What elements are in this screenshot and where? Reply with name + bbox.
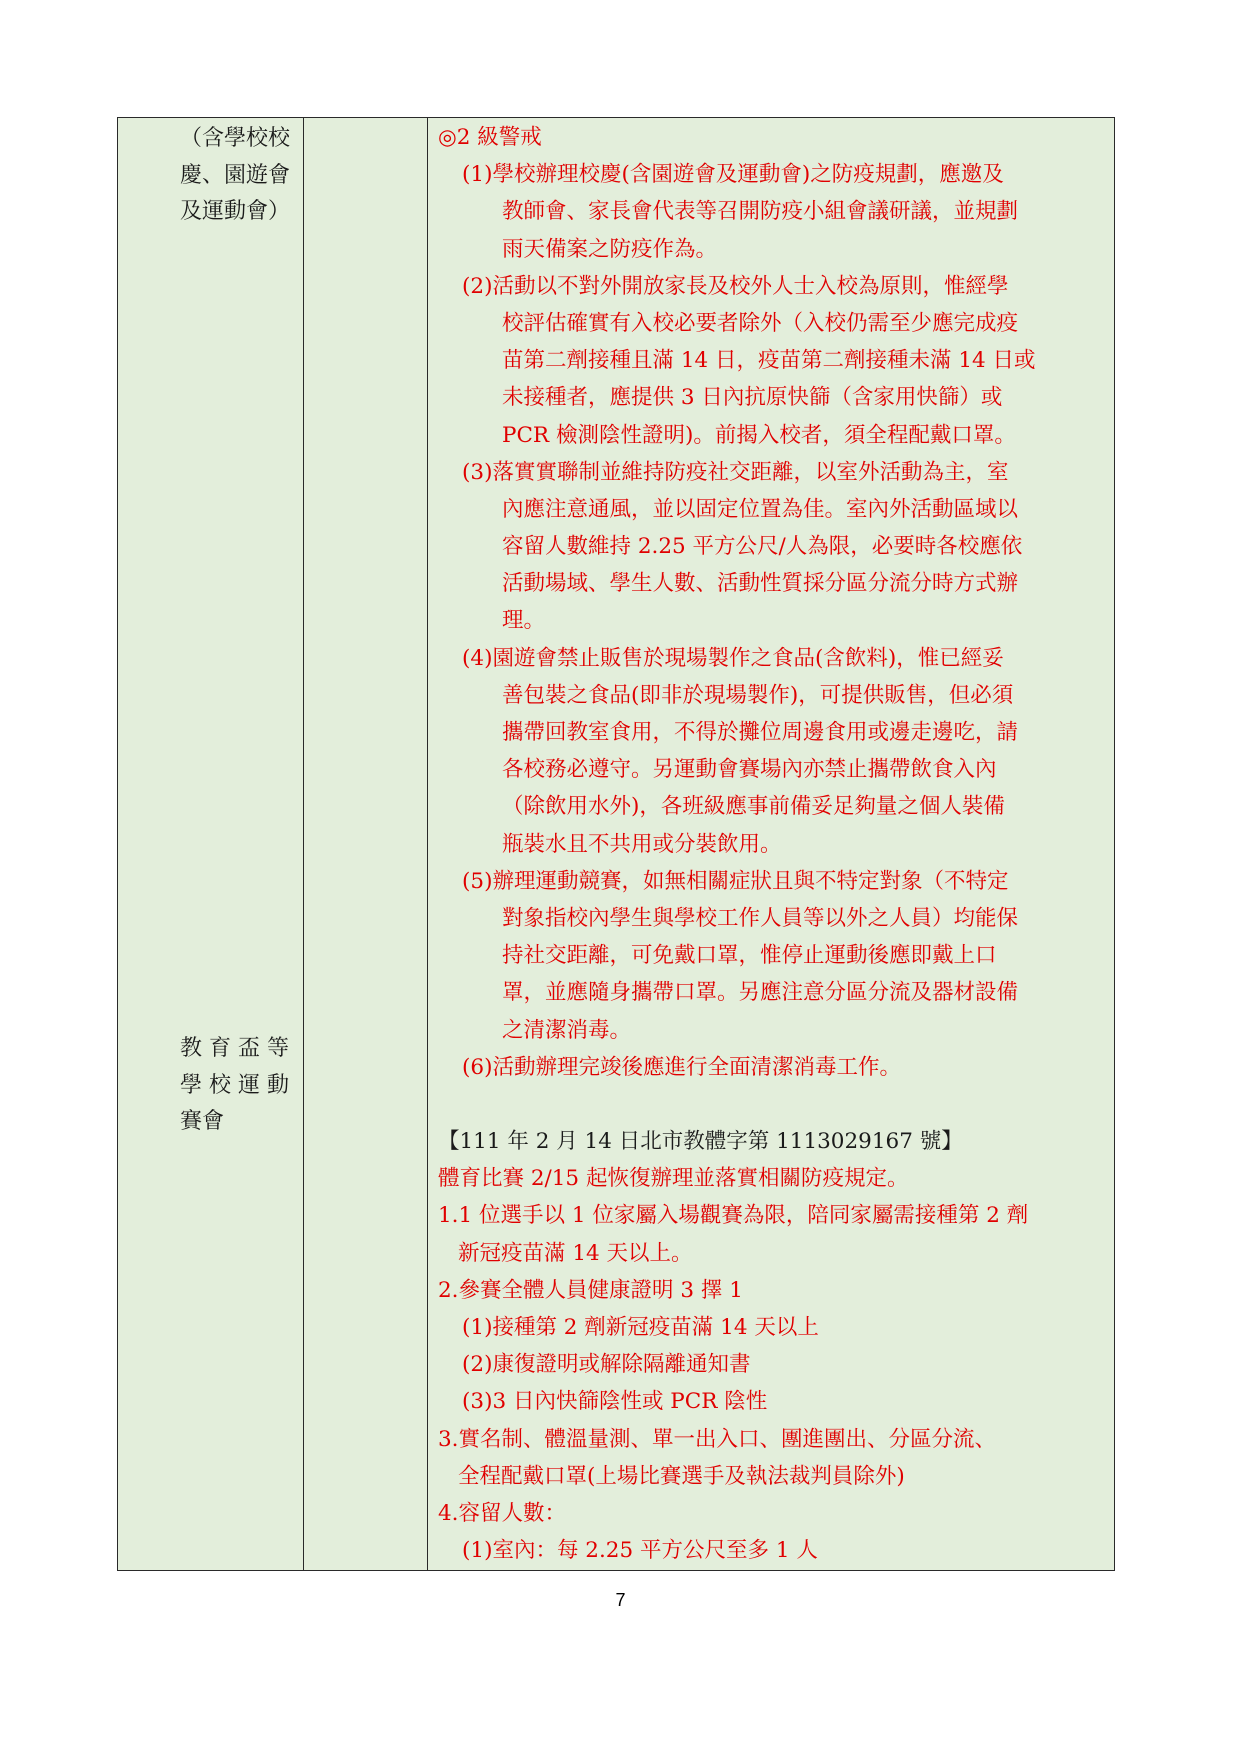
category-label-school-sports bbox=[180, 1031, 290, 1141]
rule-2-line: (2)活動以不對外開放家長及校外人士入校為原則，惟經學 bbox=[462, 273, 1009, 299]
health-proof-option: (1)接種第 2 劑新冠疫苗滿 14 天以上 bbox=[462, 1315, 819, 1340]
sports-resume-intro: 體育比賽 2/15 起恢復辦理並落實相關防疫規定。 bbox=[438, 1166, 909, 1192]
rule-3-line: 容留人數維持 2.25 平方公尺/人為限，必要時各校應依 bbox=[502, 534, 1023, 560]
rule-1-line: (1)學校辦理校慶(含園遊會及運動會)之防疫規劃，應邀及 bbox=[462, 162, 1004, 188]
health-proof-option: (3)3 日內快篩陰性或 PCR 陰性 bbox=[462, 1389, 768, 1415]
sports-rule-3-line: 全程配戴口罩(上場比賽選手及執法裁判員除外) bbox=[458, 1463, 905, 1489]
rule-3-line: 活動場域、學生人數、活動性質採分區分流分時方式辦 bbox=[502, 571, 1019, 597]
rule-3-line: 理。 bbox=[502, 608, 546, 634]
category-label-line: 學 校 運 動 bbox=[180, 1072, 289, 1098]
rule-2-line: 苗第二劑接種且滿 14 日，疫苗第二劑接種未滿 14 日或 bbox=[502, 348, 1036, 374]
rule-5-line: 對象指校內學生與學校工作人員等以外之人員）均能保 bbox=[502, 905, 1019, 931]
rule-6-line: (6)活動辦理完竣後應進行全面清潔消毒工作。 bbox=[462, 1054, 901, 1080]
rule-4-line: 各校務必遵守。另運動會賽場內亦禁止攜帶飲食入內 bbox=[502, 757, 997, 783]
rule-1-line: 雨天備案之防疫作為。 bbox=[502, 236, 718, 262]
rule-4-line: 善包裝之食品(即非於現場製作)，可提供販售，但必須 bbox=[502, 682, 1014, 708]
rule-4-line: 瓶裝水且不共用或分裝飲用。 bbox=[502, 831, 782, 857]
regulation-content bbox=[438, 119, 1098, 1569]
section-spacer bbox=[438, 1086, 1098, 1123]
rule-4-line: 攜帶回教室食用，不得於攤位周邊食用或邊走邊吃，請 bbox=[502, 720, 1019, 745]
rule-5-line: 持社交距離，可免戴口罩，惟停止運動後應即戴上口 bbox=[502, 943, 997, 969]
rule-4-line: （除飲用水外)，各班級應事前備妥足夠量之個人裝備 bbox=[502, 794, 1005, 820]
category-label-line: 賽會 bbox=[180, 1109, 225, 1134]
rule-5-line: 罩，並應隨身攜帶口罩。另應注意分區分流及器材設備 bbox=[502, 980, 1019, 1006]
sports-rule-1-line: 1.1 位選手以 1 位家屬入場觀賽為限，陪同家屬需接種第 2 劑 bbox=[438, 1203, 1029, 1229]
column-divider-1 bbox=[303, 118, 304, 1570]
health-proof-option: (2)康復證明或解除隔離通知書 bbox=[462, 1352, 751, 1378]
category-label-line: 及運動會） bbox=[180, 199, 291, 224]
official-document-reference: 【111 年 2 月 14 日北市教體字第 1113029167 號】 bbox=[438, 1129, 963, 1155]
category-label-school-events bbox=[180, 121, 290, 231]
sports-rule-4-heading: 4.容留人數： bbox=[438, 1500, 567, 1526]
rule-5-line: 之清潔消毒。 bbox=[502, 1017, 632, 1043]
category-label-line: （含學校校 bbox=[180, 126, 291, 151]
regulation-table bbox=[117, 117, 1115, 1571]
sports-rule-2-heading: 2.參賽全體人員健康證明 3 擇 1 bbox=[438, 1277, 743, 1303]
category-label-line: 慶、園遊會 bbox=[180, 162, 291, 188]
page-number: 7 bbox=[615, 1590, 626, 1610]
rule-5-line: (5)辦理運動競賽，如無相關症狀且與不特定對象（不特定 bbox=[462, 868, 1009, 894]
alert-level-heading: ◎2 級警戒 bbox=[438, 125, 542, 150]
capacity-rule: (1)室內：每 2.25 平方公尺至多 1 人 bbox=[462, 1538, 818, 1564]
column-divider-2 bbox=[427, 118, 428, 1570]
rule-2-line: 未接種者，應提供 3 日內抗原快篩（含家用快篩）或 bbox=[502, 385, 1003, 411]
rule-3-line: (3)落實實聯制並維持防疫社交距離，以室外活動為主，室 bbox=[462, 459, 1009, 485]
rule-2-line: PCR 檢測陰性證明)。前揭入校者，須全程配戴口罩。 bbox=[502, 422, 1016, 448]
rule-4-line: (4)園遊會禁止販售於現場製作之食品(含飲料)，惟已經妥 bbox=[462, 645, 1004, 671]
sports-rule-1-line: 新冠疫苗滿 14 天以上。 bbox=[458, 1240, 693, 1266]
rule-3-line: 內應注意通風，並以固定位置為佳。室內外活動區域以 bbox=[502, 496, 1019, 522]
category-label-line: 教 育 盃 等 bbox=[180, 1036, 289, 1061]
rule-1-line: 教師會、家長會代表等召開防疫小組會議研議，並規劃 bbox=[502, 199, 1019, 225]
rule-2-line: 校評估確實有入校必要者除外（入校仍需至少應完成疫 bbox=[502, 310, 1019, 336]
sports-rule-3-line: 3.實名制、體溫量測、單一出入口、團進團出、分區分流、 bbox=[438, 1426, 997, 1452]
